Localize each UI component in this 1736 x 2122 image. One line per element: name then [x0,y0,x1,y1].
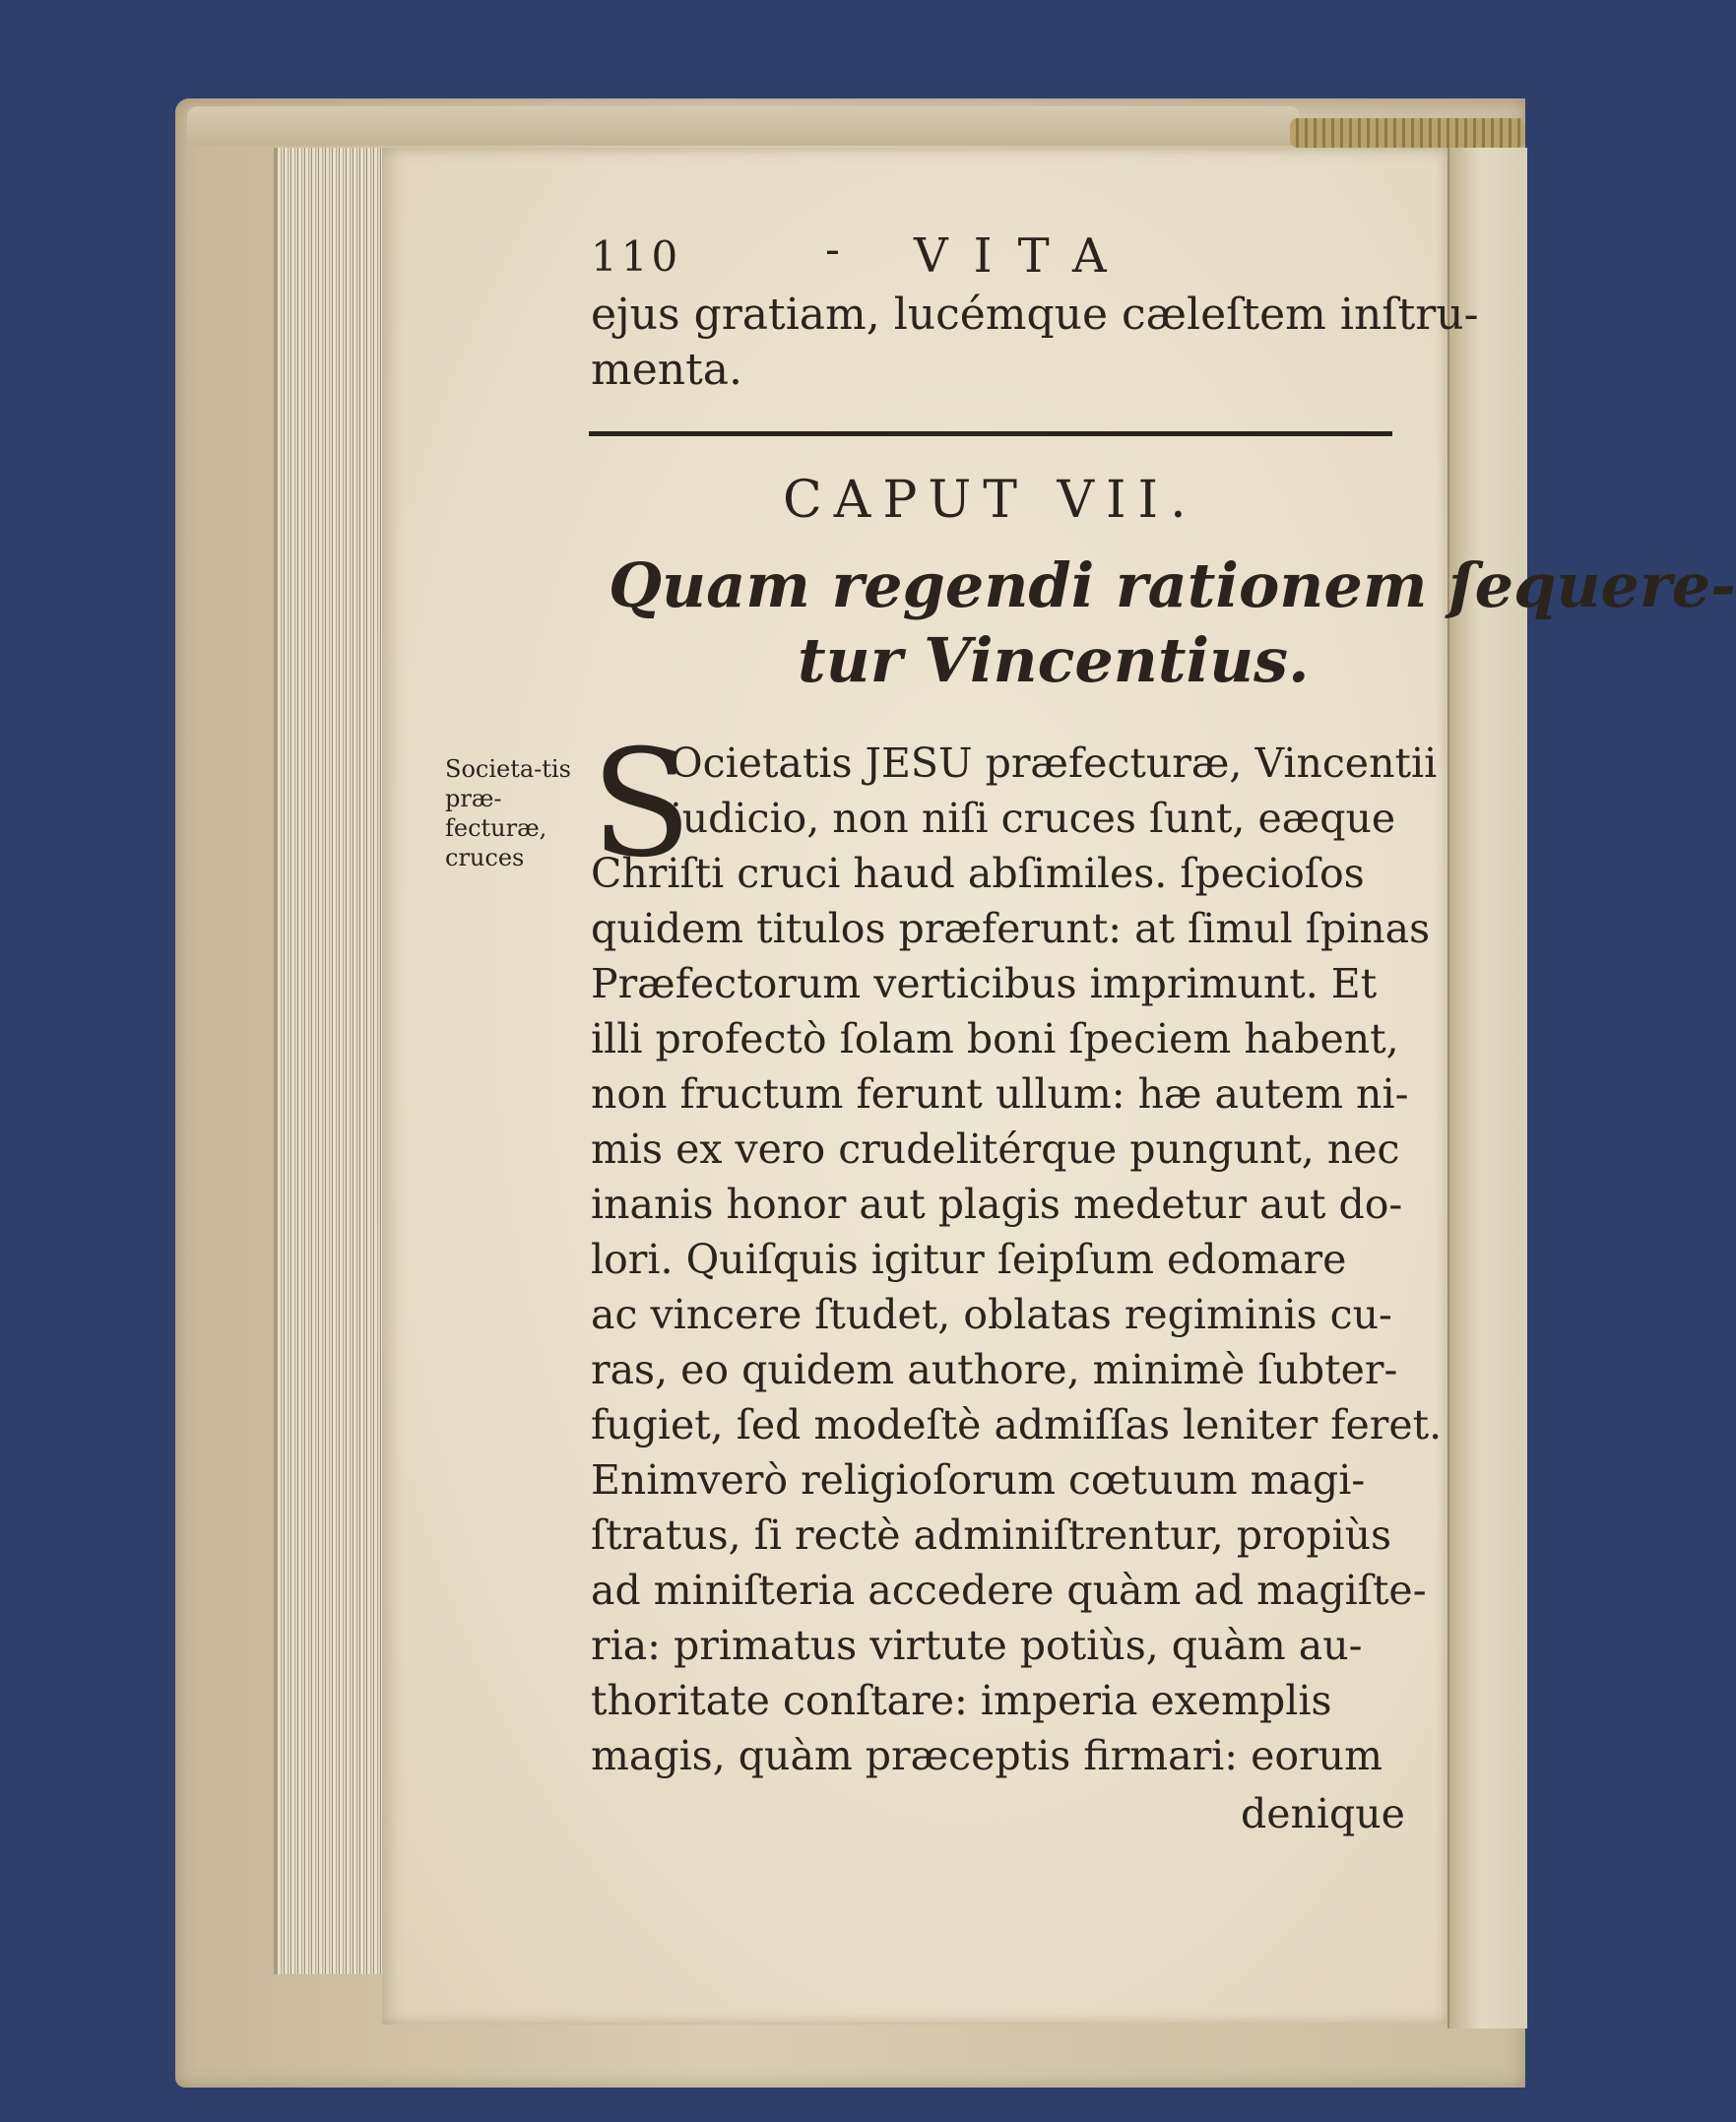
margin-note: Societa-tis præ-fecturæ, cruces [445,755,571,871]
chapter-heading: CAPUT VII. [783,471,1198,530]
body-line: ſtratus, ſi rectè adminiſtrentur, propiùs [591,1511,1392,1559]
catchword: denique [1241,1790,1405,1837]
body-line: non fructum ferunt ullum: hæ autem ni- [591,1070,1409,1118]
body-line: ac vincere ſtudet, oblatas regiminis cu- [591,1291,1392,1338]
continued-text-line: ejus gratiam, lucémque cæleſtem inſtru- [591,289,1479,340]
body-line: judicio, non niſi cruces ſunt, eæque [670,795,1396,842]
body-line: Enimverò religioſorum cœtuum magi- [591,1456,1366,1504]
body-line: ria: primatus virtute potiùs, quàm au- [591,1622,1363,1669]
body-line: inanis honor aut plagis medetur aut do- [591,1181,1403,1228]
body-line: magis, quàm præceptis firmari: eorum [591,1732,1382,1779]
chapter-subtitle-line: tur Vincentius. [798,624,1310,696]
section-rule [589,431,1392,436]
body-line: illi profectò ſolam boni ſpeciem habent, [591,1015,1399,1062]
body-line: lori. Quiſquis igitur ſeipſum edomare [591,1236,1347,1283]
drop-cap: S [591,719,692,890]
running-title: VITA [914,228,1132,284]
chapter-subtitle-line: Quam regendi rationem ſequere- [609,549,1736,621]
body-line: Chriſti cruci haud abſimiles. ſpecioſos [591,850,1365,897]
header-separator: - [825,225,840,275]
body-line: quidem titulos præferunt: at ſimul ſpinas [591,905,1431,952]
facing-page-edge [1447,148,1527,2028]
body-line: thoritate conſtare: imperia exemplis [591,1677,1332,1724]
body-line: mis ex vero crudelitérque pungunt, nec [591,1125,1400,1173]
body-line: Ocietatis JESU præfecturæ, Vincentii [670,739,1438,787]
body-line: Præfectorum verticibus imprimunt. Et [591,960,1378,1007]
page-edges [274,148,386,1974]
page-number: 110 [591,232,682,281]
book-headband [1290,118,1525,148]
body-line: fugiet, ſed modeſtè admiſſas leniter feret. [591,1401,1443,1448]
body-line: ras, eo quidem authore, minimè ſubter- [591,1346,1398,1393]
continued-text-line: menta. [591,345,742,395]
book-cover-top-edge [187,106,1300,146]
body-line: ad miniſteria accedere quàm ad magiſte- [591,1567,1427,1614]
